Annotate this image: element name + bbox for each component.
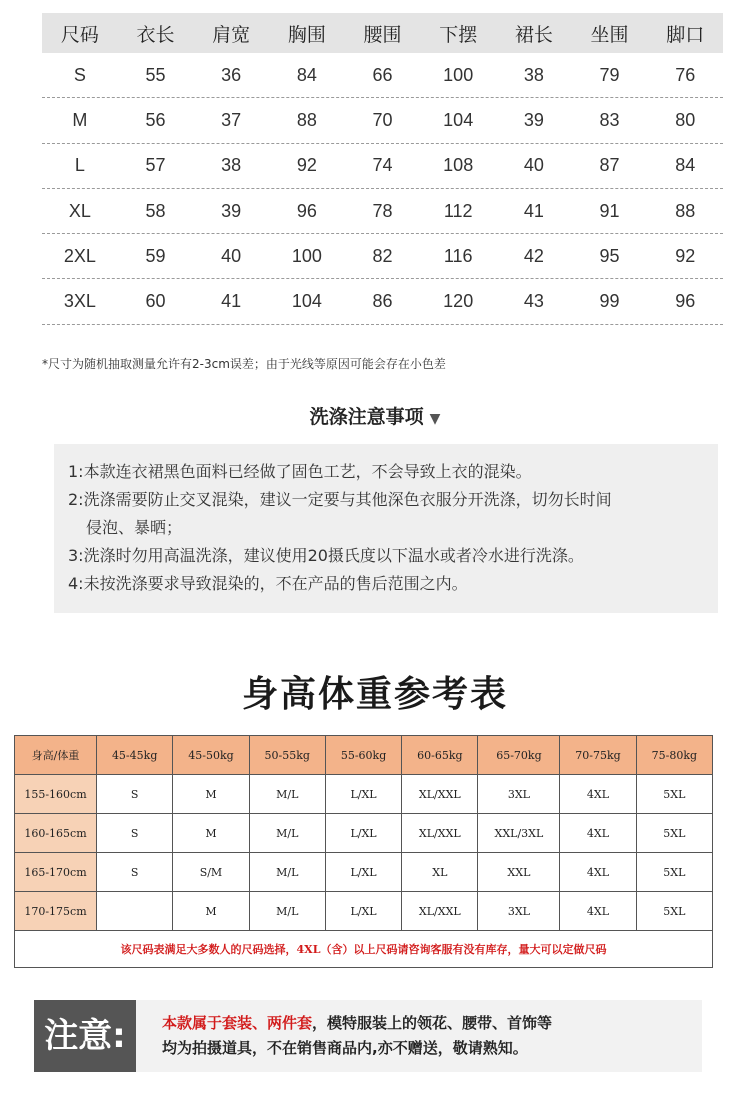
table-cell: 108 bbox=[443, 155, 474, 176]
wash-line: 2:洗涤需要防止交叉混染，建议一定要与其他深色衣服分开洗涤，切勿长时间 bbox=[68, 490, 612, 509]
table-cell: S bbox=[97, 814, 173, 853]
table-cell: L/XL bbox=[325, 814, 401, 853]
table-cell: 78 bbox=[372, 200, 393, 221]
table-cell: 100 bbox=[443, 64, 474, 85]
table-cell: 112 bbox=[443, 200, 473, 221]
table-cell: 3XL bbox=[478, 775, 560, 814]
table-cell: 87 bbox=[599, 155, 620, 176]
table-cell: 80 bbox=[675, 109, 696, 130]
table-cell: 5XL bbox=[636, 814, 712, 853]
table-cell: 4XL bbox=[560, 814, 636, 853]
header-cell: 65-70kg bbox=[478, 736, 560, 775]
table-cell: 92 bbox=[675, 245, 696, 266]
header-cell: 70-75kg bbox=[560, 736, 636, 775]
table-row bbox=[15, 853, 713, 892]
table-cell: 79 bbox=[599, 64, 620, 85]
table-cell: 76 bbox=[675, 64, 696, 85]
table-cell: 42 bbox=[523, 245, 544, 266]
size-table bbox=[42, 13, 723, 325]
table-cell: M bbox=[173, 814, 249, 853]
table-cell: 5XL bbox=[636, 892, 712, 931]
table-cell: 82 bbox=[372, 245, 393, 266]
header-cell: 腰围 bbox=[363, 23, 402, 46]
header-cell: 裙长 bbox=[514, 23, 553, 46]
table-cell: 96 bbox=[296, 200, 317, 221]
wash-title bbox=[0, 402, 750, 429]
header-cell: 肩宽 bbox=[212, 23, 251, 46]
table-cell bbox=[97, 892, 173, 931]
table-cell: 104 bbox=[291, 291, 322, 312]
hw-table bbox=[14, 735, 713, 968]
wash-instructions bbox=[54, 444, 718, 613]
attention-red-text: 本款属于套装、两件套 bbox=[162, 1014, 313, 1032]
header-cell: 坐围 bbox=[590, 23, 629, 46]
table-cell: XL/XXL bbox=[402, 892, 478, 931]
table-cell: 120 bbox=[443, 291, 474, 312]
table-cell: M/L bbox=[249, 775, 325, 814]
table-cell: 4XL bbox=[560, 775, 636, 814]
table-cell: 5XL bbox=[636, 775, 712, 814]
table-cell: 160-165cm bbox=[15, 814, 97, 853]
wash-line: 3:洗涤时勿用高温洗涤，建议使用20摄氏度以下温水或者冷水进行洗涤。 bbox=[68, 546, 584, 565]
table-cell: 38 bbox=[523, 64, 544, 85]
table-cell: 41 bbox=[523, 200, 544, 221]
table-row bbox=[42, 53, 723, 98]
table-cell: M bbox=[173, 775, 249, 814]
header-cell: 55-60kg bbox=[325, 736, 401, 775]
table-cell: 66 bbox=[372, 64, 393, 85]
table-cell: 39 bbox=[523, 109, 544, 130]
table-cell: XXL/3XL bbox=[478, 814, 560, 853]
table-cell: XL/XXL bbox=[402, 775, 478, 814]
table-cell: 84 bbox=[296, 64, 317, 85]
table-cell: 2XL bbox=[63, 245, 96, 266]
table-cell: 104 bbox=[443, 109, 474, 130]
table-row bbox=[42, 98, 723, 143]
table-row bbox=[15, 892, 713, 931]
table-cell: XL/XXL bbox=[402, 814, 478, 853]
header-cell: 75-80kg bbox=[636, 736, 712, 775]
table-cell: M/L bbox=[249, 853, 325, 892]
wash-line: 1:本款连衣裙黑色面料已经做了固色工艺，不会导致上衣的混染。 bbox=[68, 462, 532, 481]
table-cell: M/L bbox=[249, 892, 325, 931]
table-cell: 95 bbox=[599, 245, 620, 266]
header-cell: 衣长 bbox=[136, 23, 175, 46]
attention-text-1: ，模特服装上的领花、腰带、首饰等 bbox=[312, 1014, 553, 1032]
size-table-header bbox=[42, 13, 723, 53]
table-cell: 88 bbox=[675, 200, 696, 221]
table-cell: 116 bbox=[443, 245, 473, 266]
table-cell: 74 bbox=[372, 155, 393, 176]
table-cell: 92 bbox=[296, 155, 317, 176]
table-cell: L bbox=[74, 155, 85, 176]
table-cell: 4XL bbox=[560, 892, 636, 931]
wash-line: 4:未按洗涤要求导致混染的，不在产品的售后范围之内。 bbox=[68, 574, 468, 593]
table-cell: 5XL bbox=[636, 853, 712, 892]
table-cell: 37 bbox=[221, 109, 242, 130]
table-row bbox=[15, 775, 713, 814]
attention-text bbox=[162, 1011, 692, 1061]
table-cell: 170-175cm bbox=[15, 892, 97, 931]
table-row bbox=[42, 279, 723, 324]
attention-text-2: 均为拍摄道具，不在销售商品内,亦不赠送，敬请熟知。 bbox=[162, 1039, 528, 1057]
table-cell: 96 bbox=[675, 291, 696, 312]
size-note: *尺寸为随机抽取测量允许有2-3cm误差；由于光线等原因可能会存在小色差 bbox=[42, 357, 446, 371]
table-row bbox=[15, 814, 713, 853]
table-cell: S bbox=[73, 64, 86, 85]
table-cell: S/M bbox=[173, 853, 249, 892]
table-cell: L/XL bbox=[325, 892, 401, 931]
table-cell: 84 bbox=[675, 155, 696, 176]
header-cell: 尺码 bbox=[60, 23, 99, 46]
header-cell: 身高/体重 bbox=[15, 736, 97, 775]
table-cell: L/XL bbox=[325, 853, 401, 892]
table-cell: S bbox=[97, 853, 173, 892]
hw-header-row bbox=[15, 736, 713, 775]
table-cell: M bbox=[72, 109, 88, 130]
table-cell: 88 bbox=[296, 109, 317, 130]
table-cell: 55 bbox=[145, 64, 166, 85]
table-row bbox=[42, 144, 723, 189]
table-cell: 70 bbox=[372, 109, 393, 130]
table-cell: L/XL bbox=[325, 775, 401, 814]
wash-title-text: 洗涤注意事项 bbox=[309, 406, 424, 428]
table-cell: M/L bbox=[249, 814, 325, 853]
attention-box bbox=[34, 1000, 702, 1072]
table-row bbox=[42, 234, 723, 279]
table-cell: 91 bbox=[599, 200, 620, 221]
header-cell: 下摆 bbox=[439, 23, 478, 46]
table-cell: XL bbox=[68, 200, 91, 221]
table-cell: XL bbox=[402, 853, 478, 892]
table-cell: 3XL bbox=[63, 291, 96, 312]
table-cell: 4XL bbox=[560, 853, 636, 892]
table-cell: 36 bbox=[221, 64, 242, 85]
header-cell: 45-45kg bbox=[97, 736, 173, 775]
table-cell: 165-170cm bbox=[15, 853, 97, 892]
table-cell: 56 bbox=[145, 109, 166, 130]
table-cell: 83 bbox=[599, 109, 620, 130]
table-cell: 59 bbox=[145, 245, 166, 266]
table-row bbox=[42, 189, 723, 234]
table-cell: 40 bbox=[523, 155, 544, 176]
header-cell: 45-50kg bbox=[173, 736, 249, 775]
header-cell: 60-65kg bbox=[402, 736, 478, 775]
table-cell: 99 bbox=[599, 291, 620, 312]
table-cell: 86 bbox=[372, 291, 393, 312]
table-cell: 38 bbox=[221, 155, 242, 176]
table-cell: S bbox=[97, 775, 173, 814]
table-cell: XXL bbox=[478, 853, 560, 892]
table-cell: 57 bbox=[145, 155, 166, 176]
table-cell: 40 bbox=[221, 245, 242, 266]
table-cell: 155-160cm bbox=[15, 775, 97, 814]
table-cell: 58 bbox=[145, 200, 166, 221]
header-cell: 50-55kg bbox=[249, 736, 325, 775]
hw-title: 身高体重参考表 bbox=[241, 674, 508, 715]
table-cell: 3XL bbox=[478, 892, 560, 931]
wash-line: 侵泡、暴晒； bbox=[86, 518, 183, 537]
hw-footnote-row bbox=[15, 931, 713, 968]
table-cell: M bbox=[173, 892, 249, 931]
table-cell: 100 bbox=[291, 245, 322, 266]
header-cell: 胸围 bbox=[287, 23, 326, 46]
header-cell: 脚口 bbox=[666, 23, 705, 46]
table-cell: 39 bbox=[221, 200, 242, 221]
hw-footnote: 该尺码表满足大多数人的尺码选择，4XL（含）以上尺码请咨询客服有没有库存，量大可以定做尺码 bbox=[15, 931, 713, 968]
table-cell: 41 bbox=[221, 291, 242, 312]
table-cell: 60 bbox=[145, 291, 166, 312]
attention-label: 注意: bbox=[34, 1000, 136, 1072]
triangle-down-icon: ▼ bbox=[429, 411, 441, 427]
table-cell: 43 bbox=[523, 291, 544, 312]
